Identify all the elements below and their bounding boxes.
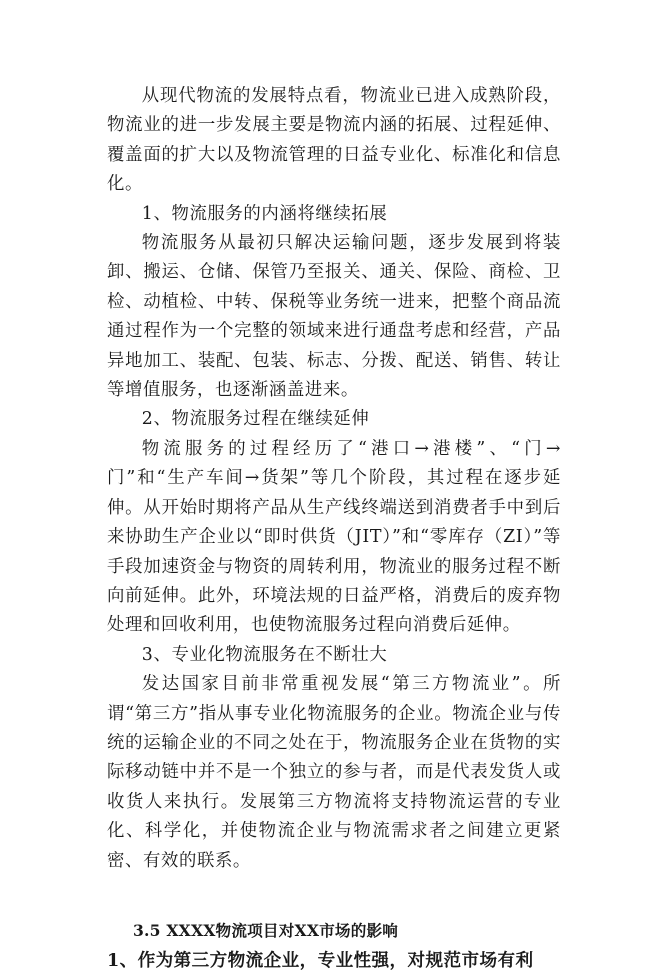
point-3-paragraph: 发达国家目前非常重视发展“第三方物流业”。所谓“第三方”指从事专业化物流服务的企业。物流企业与传统的运输企业的不同之处在于，物流服务企业在货物的实际移动链中并不是一个独立的参与者，而是代表发货人或收货人来执行。发展第三方物流将支持物流运营的专业化、科学化，并使物流企业与物流需求者之间建立更紧密、有效的联系。 xyxy=(107,674,561,871)
point-3-heading: 3、专业化物流服务在不断壮大 xyxy=(141,644,388,665)
point-1-heading: 1、物流服务的内涵将继续拓展 xyxy=(141,203,388,224)
point-1-paragraph: 物流服务从最初只解决运输问题，逐步发展到将装卸、搬运、仓储、保管乃至报关、通关、保险、商检、卫检、动植检、中转、保税等业务统一进来，把整个商品流通过程作为一个完整的领域来进行通盘考虑和经营，产品异地加工、装配、包装、标志、分拨、配送、销售、转让等增值服务，也逐渐涵盖进来。 xyxy=(107,233,561,401)
section-heading: 3.5 XXXX物流项目对XX市场的影响 xyxy=(133,920,399,940)
document-page xyxy=(107,82,561,976)
point-2-heading: 2、物流服务过程在继续延伸 xyxy=(141,409,370,430)
section-spacer xyxy=(107,876,561,916)
sub-heading: 1、作为第三方物流企业，专业性强，对规范市场有利 xyxy=(107,949,534,971)
point-2-paragraph: 物流服务的过程经历了“港口→港楼”、“门→门”和“生产车间→货架”等几个阶段，其过程在逐步延伸。从开始时期将产品从生产线终端送到消费者手中到后来协助生产企业以“即时供货（JIT）”和“零库存（ZI）”等手段加速资金与物资的周转利用，物流业的服务过程不断向前延伸。此外，环境法规的日益严格，消费后的废弃物处理和回收利用，也使物流服务过程向消费后延伸。 xyxy=(107,438,561,636)
intro-paragraph: 从现代物流的发展特点看，物流业已进入成熟阶段，物流业的进一步发展主要是物流内涵的拓展、过程延伸、覆盖面的扩大以及物流管理的日益专业化、标准化和信息化。 xyxy=(107,86,561,195)
